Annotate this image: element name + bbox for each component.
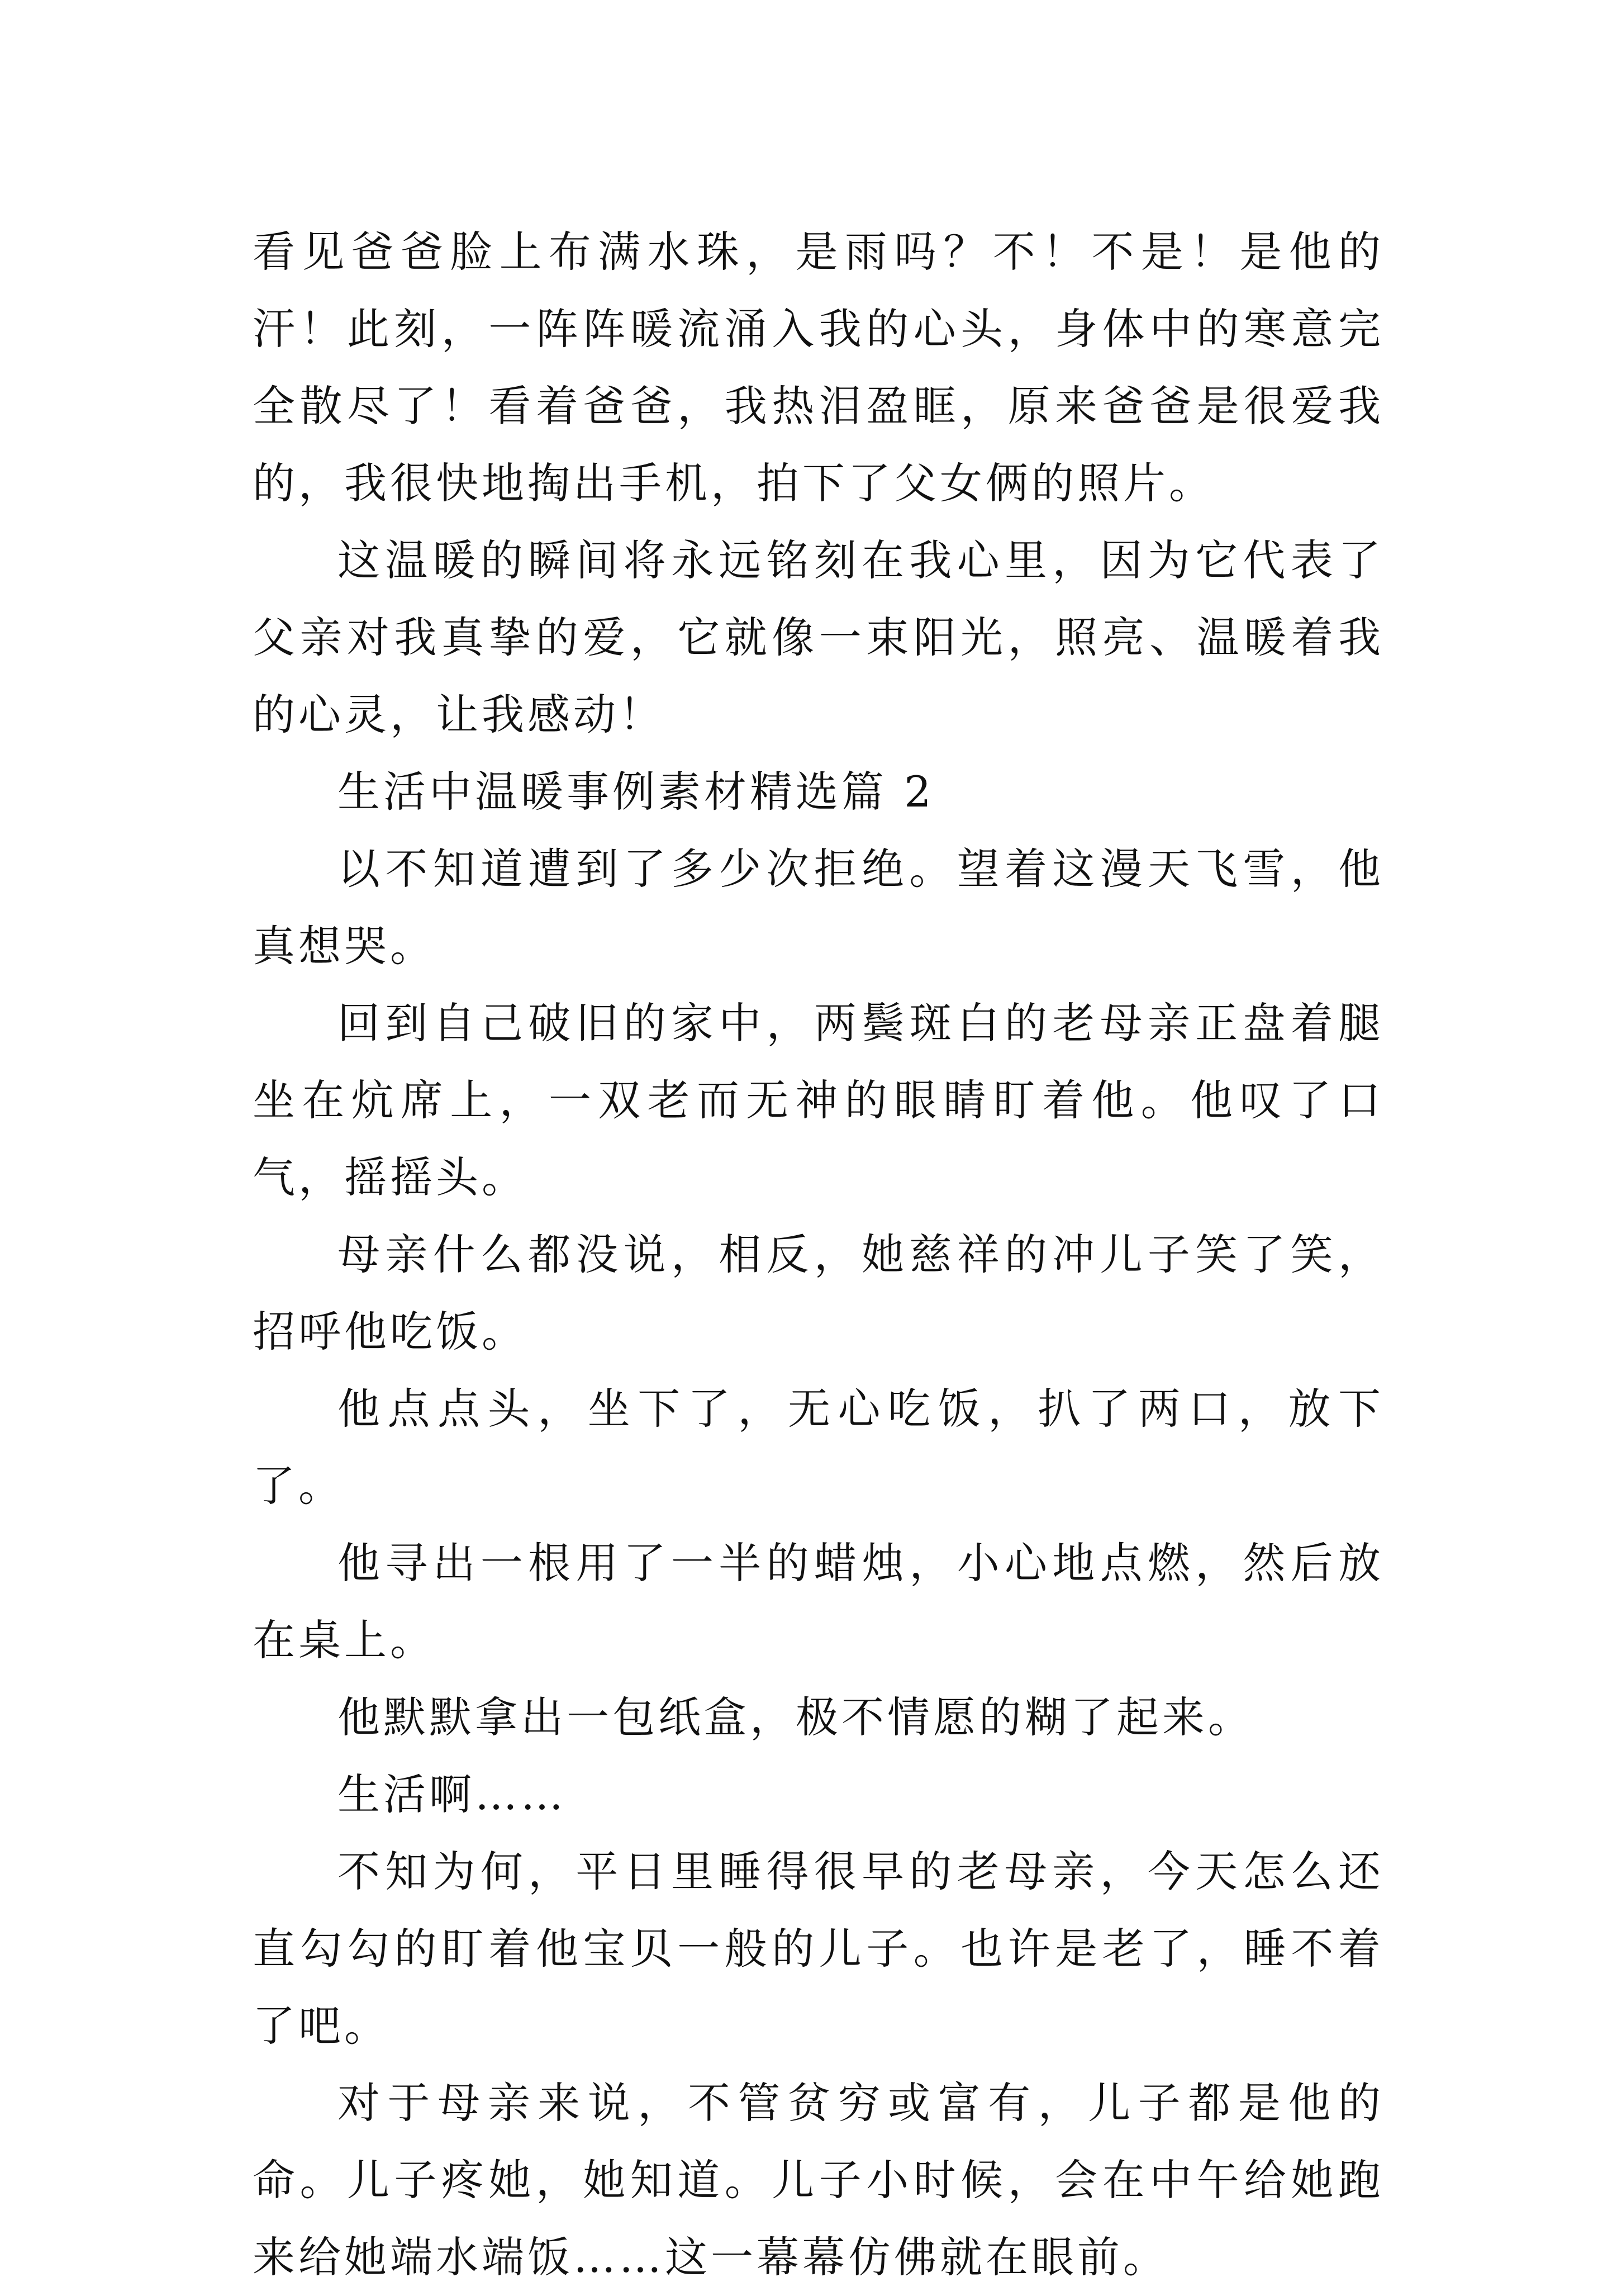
paragraph: 看见爸爸脸上布满水珠，是雨吗？不！不是！是他的汗！此刻，一阵阵暖流涌入我的心头，身体中的寒意完全散尽了！看着爸爸，我热泪盈眶，原来爸爸是很爱我的，我很快地掏出手机，拍下了父女俩的照片。 [253, 227, 1384, 508]
document-body [253, 214, 1384, 2296]
paragraph: 生活啊…… [337, 1770, 567, 1819]
paragraph: 以不知道遭到了多少次拒绝。望着这漫天飞雪，他真想哭。 [253, 844, 1384, 971]
paragraph: 对于母亲来说，不管贫穷或富有，儿子都是他的命。儿子疼她，她知道。儿子小时候，会在中午给她跑来给她端水端饭……这一幕幕仿佛就在眼前。 [253, 2078, 1384, 2282]
section-heading: 生活中温暖事例素材精选篇 2 [337, 767, 935, 817]
paragraph: 他点点头，坐下了，无心吃饭，扒了两口，放下了。 [253, 1384, 1384, 1511]
paragraph: 他寻出一根用了一半的蜡烛，小心地点燃，然后放在桌上。 [253, 1538, 1384, 1665]
paragraph: 这温暖的瞬间将永远铭刻在我心里，因为它代表了父亲对我真挚的爱，它就像一束阳光，照亮、温暖着我的心灵，让我感动！ [253, 535, 1384, 739]
paragraph: 母亲什么都没说，相反，她慈祥的冲儿子笑了笑，招呼他吃饭。 [253, 1230, 1384, 1356]
paragraph: 回到自己破旧的家中，两鬓斑白的老母亲正盘着腿坐在炕席上，一双老而无神的眼睛盯着他。他叹了口气，摇摇头。 [253, 998, 1384, 1202]
paragraph: 他默默拿出一包纸盒，极不情愿的糊了起来。 [337, 1692, 1254, 1742]
paragraph: 不知为何，平日里睡得很早的老母亲，今天怎么还直勾勾的盯着他宝贝一般的儿子。也许是老了，睡不着了吧。 [253, 1847, 1384, 2051]
